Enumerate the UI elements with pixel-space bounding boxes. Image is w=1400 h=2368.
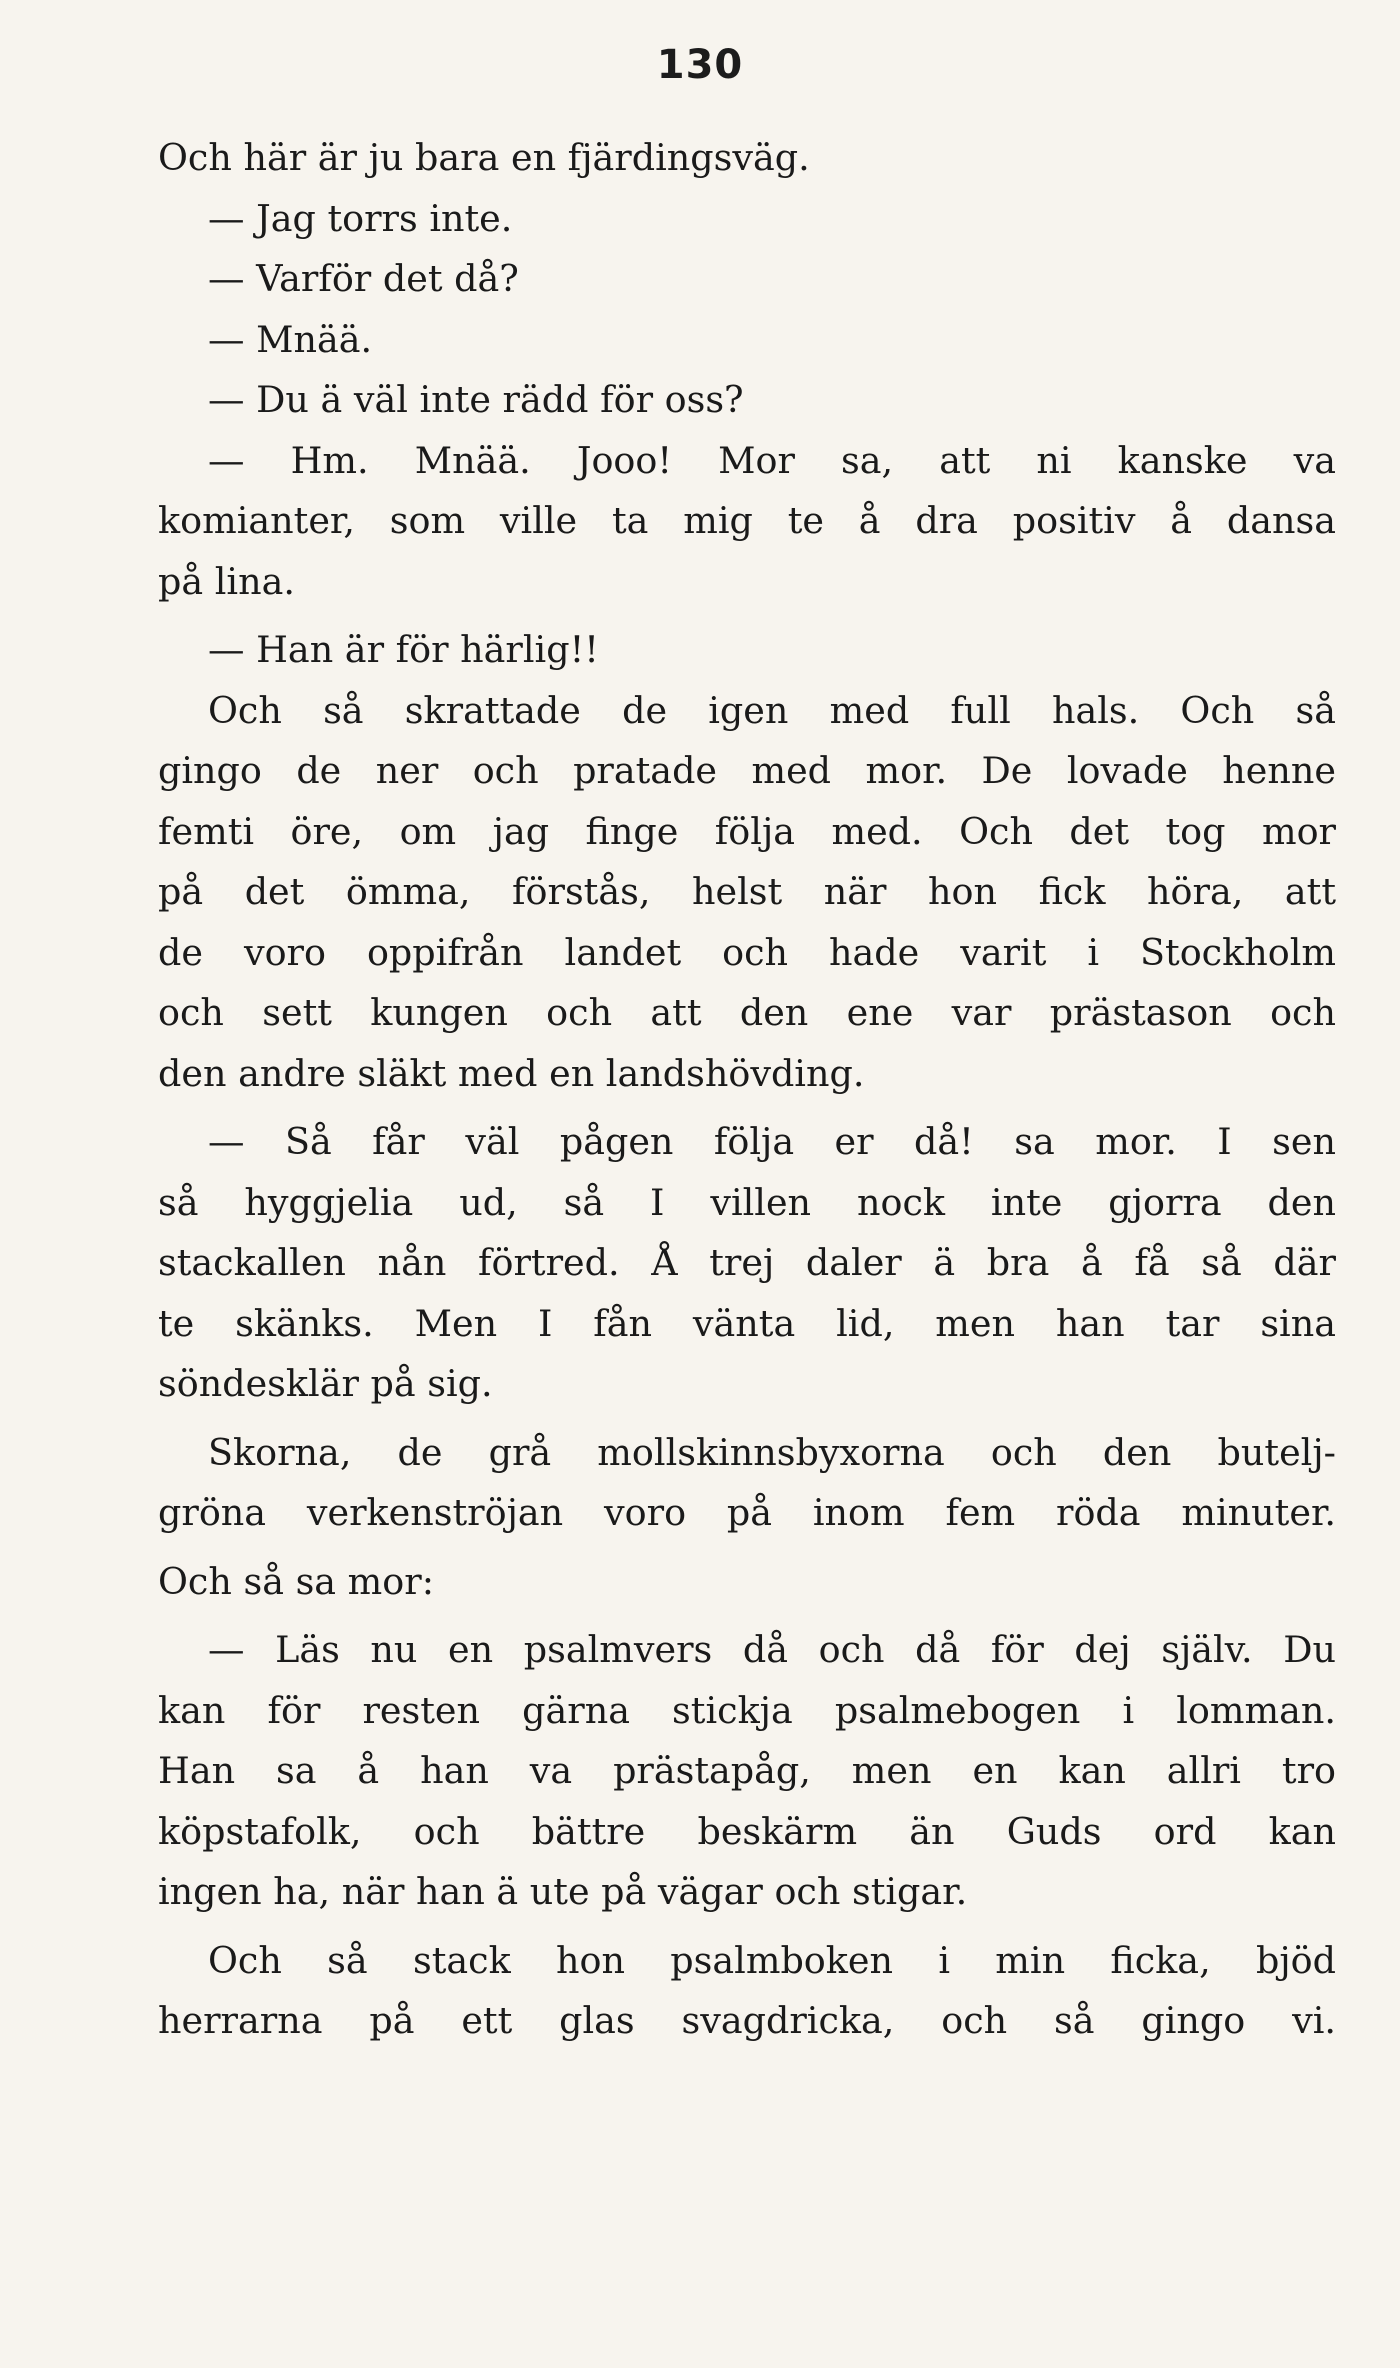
text-line: herrarna på ett glas svagdricka, och så gingo vi. xyxy=(158,1999,1336,2042)
text-line: på lina. xyxy=(158,559,295,603)
text-line: på det ömma, förstås, helst när hon fick höra, att xyxy=(158,870,1336,913)
text-line: så hyggjelia ud, så I villen nock inte gjorra den xyxy=(158,1180,1336,1224)
text-line: gröna verkenströjan voro på inom fem röda minuter. xyxy=(158,1491,1336,1534)
text-line: Skorna, de grå mollskinnsbyxorna och den butelj- xyxy=(208,1430,1336,1474)
text-line: — Hm. Mnää. Jooo! Mor sa, att ni kanske va xyxy=(208,438,1336,482)
text-line: — Varför det då? xyxy=(208,257,519,300)
text-line: te skänks. Men I fån vänta lid, men han tar sina xyxy=(158,1301,1336,1345)
text-line: — Läs nu en psalmvers då och då för dej själv. Du xyxy=(208,1628,1336,1671)
text-line: — Mnää. xyxy=(208,317,373,361)
text-line: — Han är för härlig!! xyxy=(208,628,599,671)
text-line: kan för resten gärna stickja psalmebogen i lomman. xyxy=(158,1688,1336,1732)
text-line: ingen ha, när han ä ute på vägar och stigar. xyxy=(158,1870,968,1913)
page-number: 130 xyxy=(656,42,744,88)
text-line: de voro oppifrån landet och hade varit i Stockholm xyxy=(158,930,1336,974)
text-line: Och så stack hon psalmboken i min ficka, bjöd xyxy=(208,1938,1336,1982)
text-line: köpstafolk, och bättre beskärm än Guds ord kan xyxy=(158,1809,1336,1853)
text-line: femti öre, om jag finge följa med. Och det tog mor xyxy=(158,809,1336,853)
text-line: Och här är ju bara en fjärdingsväg. xyxy=(158,136,810,179)
text-line: komianter, som ville ta mig te å dra positiv å dansa xyxy=(158,499,1336,542)
text-line: den andre släkt med en landshövding. xyxy=(158,1051,865,1095)
text-line: stackallen nån förtred. Å trej daler ä bra å få så där xyxy=(158,1241,1336,1284)
text-line: söndesklär på sig. xyxy=(158,1362,493,1405)
text-line: gingo de ner och pratade med mor. De lovade henne xyxy=(158,749,1336,792)
text-line: och sett kungen och att den ene var prästason och xyxy=(158,991,1336,1034)
text-line: — Så får väl pågen följa er då! sa mor. I sen xyxy=(208,1120,1336,1163)
text-line: — Du ä väl inte rädd för oss? xyxy=(208,378,744,421)
text-line: — Jag torrs inte. xyxy=(208,196,513,240)
text-line: Han sa å han va prästapåg, men en kan allri tro xyxy=(158,1749,1336,1792)
text-line: Och så sa mor: xyxy=(158,1559,434,1603)
body-text xyxy=(158,128,1336,2052)
text-line: Och så skrattade de igen med full hals. Och så xyxy=(208,688,1336,732)
